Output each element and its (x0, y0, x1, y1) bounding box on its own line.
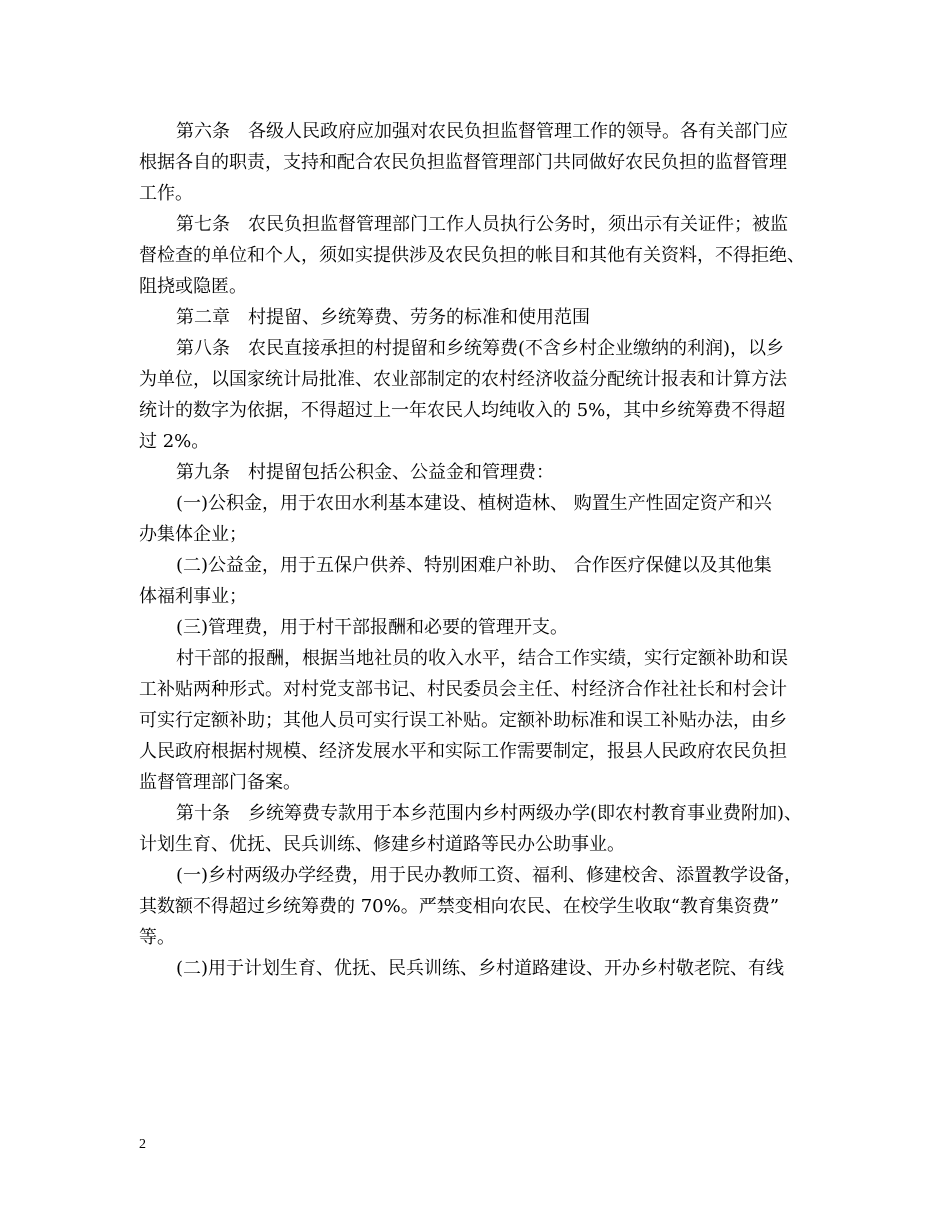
text-line: 根据各自的职责，支持和配合农民负担监督管理部门共同做好农民负担的监督管理 (139, 152, 787, 173)
text-line: 第八条 农民直接承担的村提留和乡统筹费(不含乡村企业缴纳的利润)，以乡 (176, 338, 785, 359)
text-line: 过 2%。 (139, 431, 210, 452)
text-line: 村干部的报酬，根据当地社员的收入水平，结合工作实绩，实行定额补助和误 (176, 648, 788, 669)
text-line: 第六条 各级人民政府应加强对农民负担监督管理工作的领导。各有关部门应 (176, 121, 788, 142)
chapter-heading: 第二章 村提留、乡统筹费、劳务的标准和使用范围 (176, 307, 590, 328)
text-line: 等。 (139, 927, 175, 948)
text-line: 工作。 (139, 183, 193, 204)
text-line: 计划生育、优抚、民兵训练、修建乡村道路等民办公助事业。 (139, 834, 625, 855)
text-line: 工补贴两种形式。对村党支部书记、村民委员会主任、村经济合作社社长和村会计 (139, 679, 787, 700)
text-line: 人民政府根据村规模、经济发展水平和实际工作需要制定，报县人民政府农民负担 (139, 741, 787, 762)
text-line: (三)管理费，用于村干部报酬和必要的管理开支。 (176, 617, 569, 638)
text-line: 统计的数字为依据，不得超过上一年农民人均纯收入的 5%，其中乡统筹费不得超 (139, 400, 786, 421)
text-line: (二)公益金，用于五保户供养、特别困难户补助、 合作医疗保健以及其他集 (176, 555, 772, 576)
text-line: 第九条 村提留包括公积金、公益金和管理费： (176, 462, 554, 483)
text-line: 第七条 农民负担监督管理部门工作人员执行公务时，须出示有关证件；被监 (176, 214, 788, 235)
text-line: (一)乡村两级办学经费，用于民办教师工资、福利、修建校舍、添置教学设备， (176, 865, 803, 886)
text-line: 其数额不得超过乡统筹费的 70%。严禁变相向农民、在校学生收取“教育集资费” (139, 896, 780, 917)
page-number: 2 (139, 1137, 146, 1152)
text-line: 可实行定额补助；其他人员可实行误工补贴。定额补助标准和误工补贴办法，由乡 (139, 710, 787, 731)
text-line: 第十条 乡统筹费专款用于本乡范围内乡村两级办学(即农村教育事业费附加)、 (176, 803, 803, 824)
text-line: (二)用于计划生育、优抚、民兵训练、乡村道路建设、开办乡村敬老院、有线 (176, 958, 785, 979)
text-line: 体福利事业； (139, 586, 247, 607)
text-line: 办集体企业； (139, 524, 247, 545)
text-line: 督检查的单位和个人，须如实提供涉及农民负担的帐目和其他有关资料，不得拒绝、 (139, 245, 805, 266)
text-line: (一)公积金，用于农田水利基本建设、植树造林、 购置生产性固定资产和兴 (176, 493, 772, 514)
text-line: 阻挠或隐匿。 (139, 276, 247, 297)
document-body (139, 116, 829, 984)
text-line: 监督管理部门备案。 (139, 772, 301, 793)
text-line: 为单位，以国家统计局批准、农业部制定的农村经济收益分配统计报表和计算方法 (139, 369, 787, 390)
